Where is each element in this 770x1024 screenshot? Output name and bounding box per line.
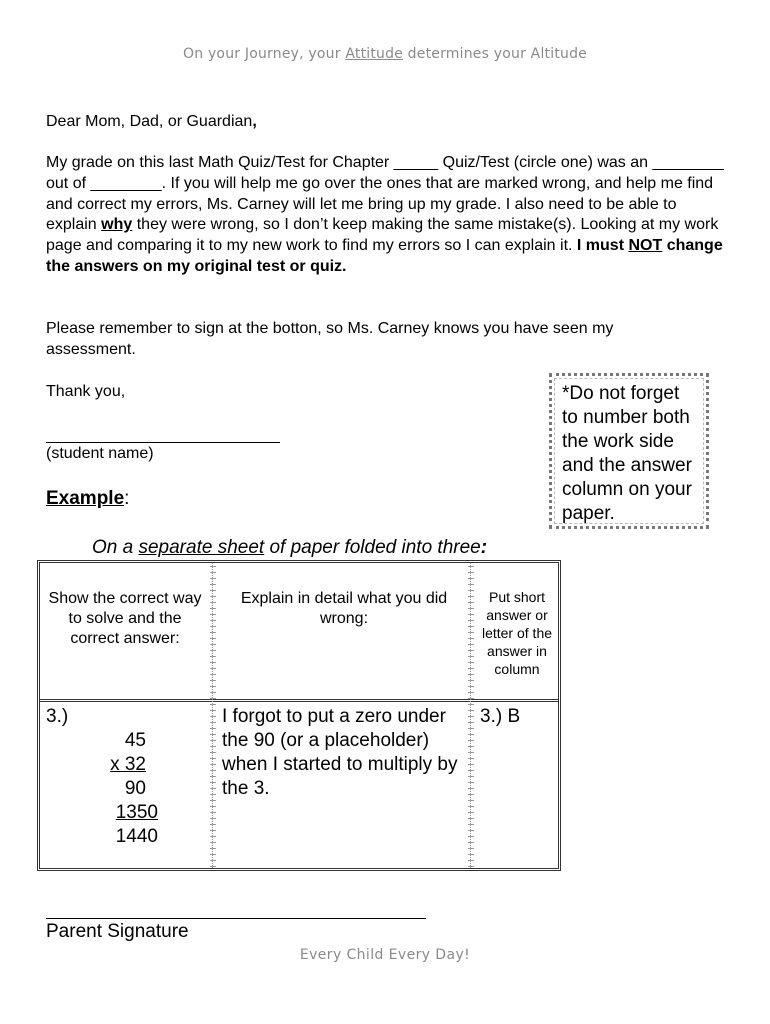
- table-header-answer: Put short answer or letter of the answer in column: [481, 589, 553, 677]
- table-header-explanation: Explain in detail what you did wrong:: [240, 590, 448, 627]
- student-name-line: [46, 442, 280, 443]
- work-line-1: 45: [124, 730, 146, 751]
- example-heading: [46, 488, 129, 510]
- table-header-work: Show the correct way to solve and the correct answer:: [48, 590, 202, 647]
- letter-paragraph-1: [46, 153, 730, 278]
- footer-motto: Every Child Every Day!: [299, 947, 471, 963]
- p1-emphasis-why: why: [101, 216, 133, 234]
- table-column-divider-2: [468, 563, 474, 868]
- header-motto: [0, 46, 770, 62]
- student-name-label: (student name): [46, 445, 154, 462]
- work-line-5: 1440: [115, 826, 158, 847]
- work-line-4-text: 1350: [115, 802, 158, 823]
- subtitle-colon: :: [480, 537, 488, 558]
- p1-bold-b: change the answers on my original test or quiz.: [46, 237, 723, 275]
- parent-signature-label: Parent Signature: [46, 921, 189, 942]
- p1-bold-not: NOT: [628, 237, 663, 255]
- greeting-comma: ,: [252, 113, 257, 130]
- subtitle-b: of paper folded into three: [264, 537, 481, 558]
- letter-paragraph-2: Please remember to sign at the botton, so Ms. Carney knows you have seen my assessment.: [46, 320, 614, 358]
- parent-signature-line: [46, 918, 426, 919]
- greeting-text: Dear Mom, Dad, or Guardian: [46, 113, 253, 130]
- motto-underlined-word: Attitude: [345, 46, 404, 62]
- answer-text: 3.) B: [480, 706, 521, 727]
- table-column-divider-1: [210, 563, 216, 868]
- work-line-4: [90, 801, 158, 825]
- example-colon: :: [124, 488, 130, 509]
- work-problem-number: 3.): [46, 706, 69, 727]
- motto-start: On your Journey, your: [183, 46, 346, 62]
- explanation-text: I forgot to put a zero under the 90 (or a placeholder) when I started to multiply by the 3.: [222, 706, 458, 799]
- example-subtitle: [92, 537, 487, 559]
- motto-end: determines your Altitude: [403, 46, 587, 62]
- work-line-2-text: x 32: [110, 754, 146, 775]
- letter-greeting: [46, 112, 736, 133]
- reminder-note-text: *Do not forget to number both the work side and the answer column on your paper.: [562, 383, 692, 524]
- p1-bold-a: I must: [576, 237, 629, 255]
- table-header-divider: [40, 699, 558, 702]
- subtitle-underlined: separate sheet: [138, 537, 265, 558]
- letter-closing: Thank you,: [46, 383, 126, 400]
- p1-text-a: My grade on this last Math Quiz/Test for Chapter _____ Quiz/Test (circle one) was an ________ out of ________. If you will help me go over the ones that are marked wrong, and help me find and correct my errors, Ms. Carney will let me bring up my grade. I also need to be able to explain: [46, 154, 724, 234]
- reminder-note-box: [549, 373, 709, 529]
- work-line-2: [90, 753, 146, 777]
- subtitle-a: On a: [92, 537, 139, 558]
- work-line-3: 90: [124, 778, 146, 799]
- p1-text-b: they were wrong, so I don’t keep making the same mistake(s). Looking at my work page and comparing it to my new work to find my errors so I can explain it.: [46, 216, 719, 255]
- example-label: Example: [46, 488, 125, 509]
